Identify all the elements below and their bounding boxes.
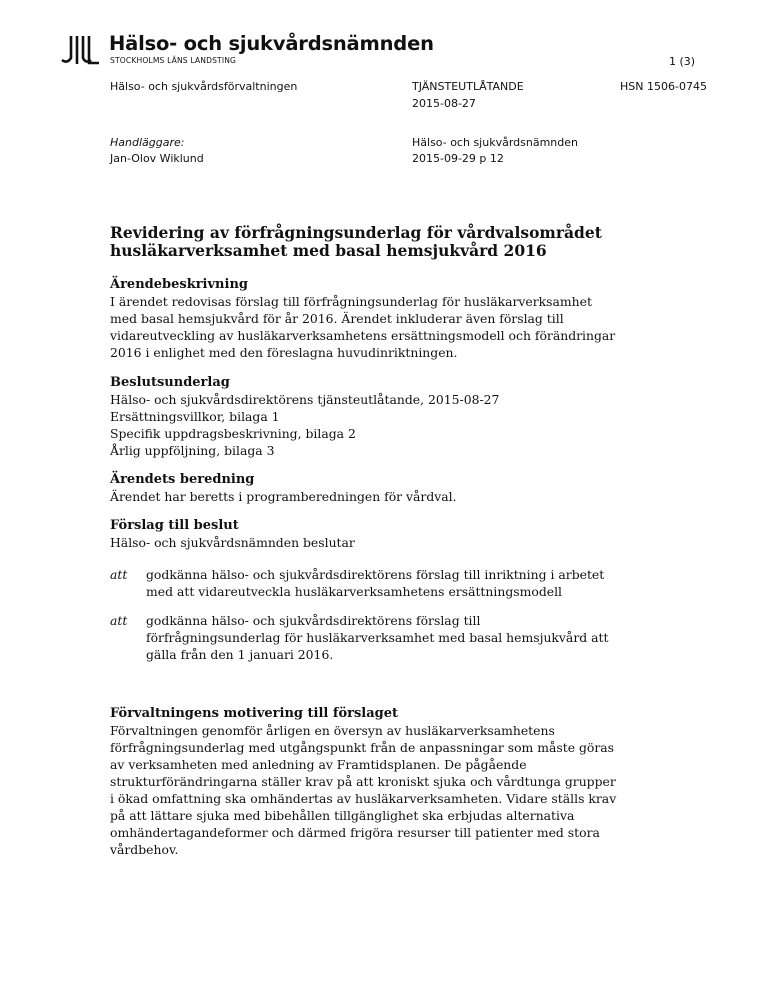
- decision-item-label: att: [110, 613, 128, 628]
- handler-name: Jan-Olov Wiklund: [110, 152, 204, 165]
- decision-item-line: godkänna hälso- och sjukvårdsdirektörens förslag till: [146, 613, 481, 628]
- board-name: Hälso- och sjukvårdsnämnden: [412, 136, 578, 149]
- organisation-logo: [58, 32, 434, 65]
- logo-name: Hälso- och sjukvårdsnämnden: [109, 32, 434, 55]
- paragraph-line: förfrågningsunderlag med utgångspunkt från de anpassningar som måste göras: [110, 740, 615, 755]
- list-item: Specifik uppdragsbeskrivning, bilaga 2: [110, 426, 356, 441]
- title-line: Revidering av förfrågningsunderlag för vårdvalsområdet: [110, 223, 602, 242]
- page-title: [110, 224, 670, 260]
- list-item: Ersättningsvillkor, bilaga 1: [110, 409, 280, 424]
- section-heading: Förslag till beslut: [110, 518, 239, 533]
- paragraph-line: av verksamheten med anledning av Framtidsplanen. De pågående: [110, 757, 527, 772]
- section-heading: Ärendebeskrivning: [110, 277, 248, 292]
- paragraph-line: strukturförändringarna ställer krav på att kroniskt sjuka och vårdtunga grupper: [110, 774, 616, 789]
- document-type: TJÄNSTEUTLÅTANDE: [412, 80, 524, 93]
- paragraph-line: omhändertagandeformer och därmed frigöra resurser till patienter med stora: [110, 825, 600, 840]
- section-heading: Ärendets beredning: [110, 472, 255, 487]
- list-item: Hälso- och sjukvårdsdirektörens tjänsteutlåtande, 2015-08-27: [110, 392, 500, 407]
- section-forslag: [110, 517, 650, 551]
- document-date: 2015-08-27: [412, 97, 476, 110]
- office-name: Hälso- och sjukvårdsförvaltningen: [110, 80, 298, 93]
- sll-logo-icon: [58, 34, 100, 66]
- decision-item-label: att: [110, 567, 128, 582]
- logo-subtitle: STOCKHOLMS LÄNS LANDSTING: [110, 56, 237, 65]
- decision-item-line: gälla från den 1 januari 2016.: [146, 647, 334, 662]
- paragraph-line: 2016 i enlighet med den föreslagna huvudinriktningen.: [110, 345, 458, 360]
- paragraph-line: i ökad omfattning ska omhändertas av husläkarverksamheten. Vidare ställs krav: [110, 791, 617, 806]
- decision-item-line: förfrågningsunderlag för husläkarverksamhet med basal hemsjukvård att: [146, 630, 609, 645]
- section-heading: Beslutsunderlag: [110, 375, 230, 390]
- paragraph-line: på att lättare sjuka med bibehållen tillgänglighet ska erbjudas alternativa: [110, 808, 575, 823]
- section-heading: Förvaltningens motivering till förslaget: [110, 706, 399, 721]
- paragraph-line: Förvaltningen genomför årligen en översyn av husläkarverksamhetens: [110, 723, 555, 738]
- decision-item-line: godkänna hälso- och sjukvårdsdirektörens förslag till inriktning i arbetet: [146, 567, 605, 582]
- paragraph-line: vidareutveckling av husläkarverksamhetens ersättningsmodell och förändringar: [110, 328, 616, 343]
- page-number: 1 (3): [669, 55, 696, 68]
- board-meeting-date: 2015-09-29 p 12: [412, 152, 504, 165]
- section-beredning: [110, 471, 650, 505]
- section-motivering: [110, 705, 650, 858]
- section-beslutsunderlag: [110, 374, 650, 459]
- section-arendebeskrivning: [110, 276, 650, 361]
- handler-label: Handläggare:: [110, 136, 185, 149]
- paragraph-line: Hälso- och sjukvårdsnämnden beslutar: [110, 535, 355, 550]
- title-line: husläkarverksamhet med basal hemsjukvård 2016: [110, 241, 547, 260]
- paragraph-line: I ärendet redovisas förslag till förfrågningsunderlag för husläkarverksamhet: [110, 294, 592, 309]
- document-reference: HSN 1506-0745: [620, 80, 707, 93]
- decision-item-line: med att vidareutveckla husläkarverksamhetens ersättningsmodell: [146, 584, 563, 599]
- paragraph-line: Ärendet har beretts i programberedningen för vårdval.: [110, 489, 457, 504]
- paragraph-line: vårdbehov.: [110, 842, 179, 857]
- list-item: Årlig uppföljning, bilaga 3: [110, 443, 275, 458]
- paragraph-line: med basal hemsjukvård för år 2016. Ärendet inkluderar även förslag till: [110, 311, 564, 326]
